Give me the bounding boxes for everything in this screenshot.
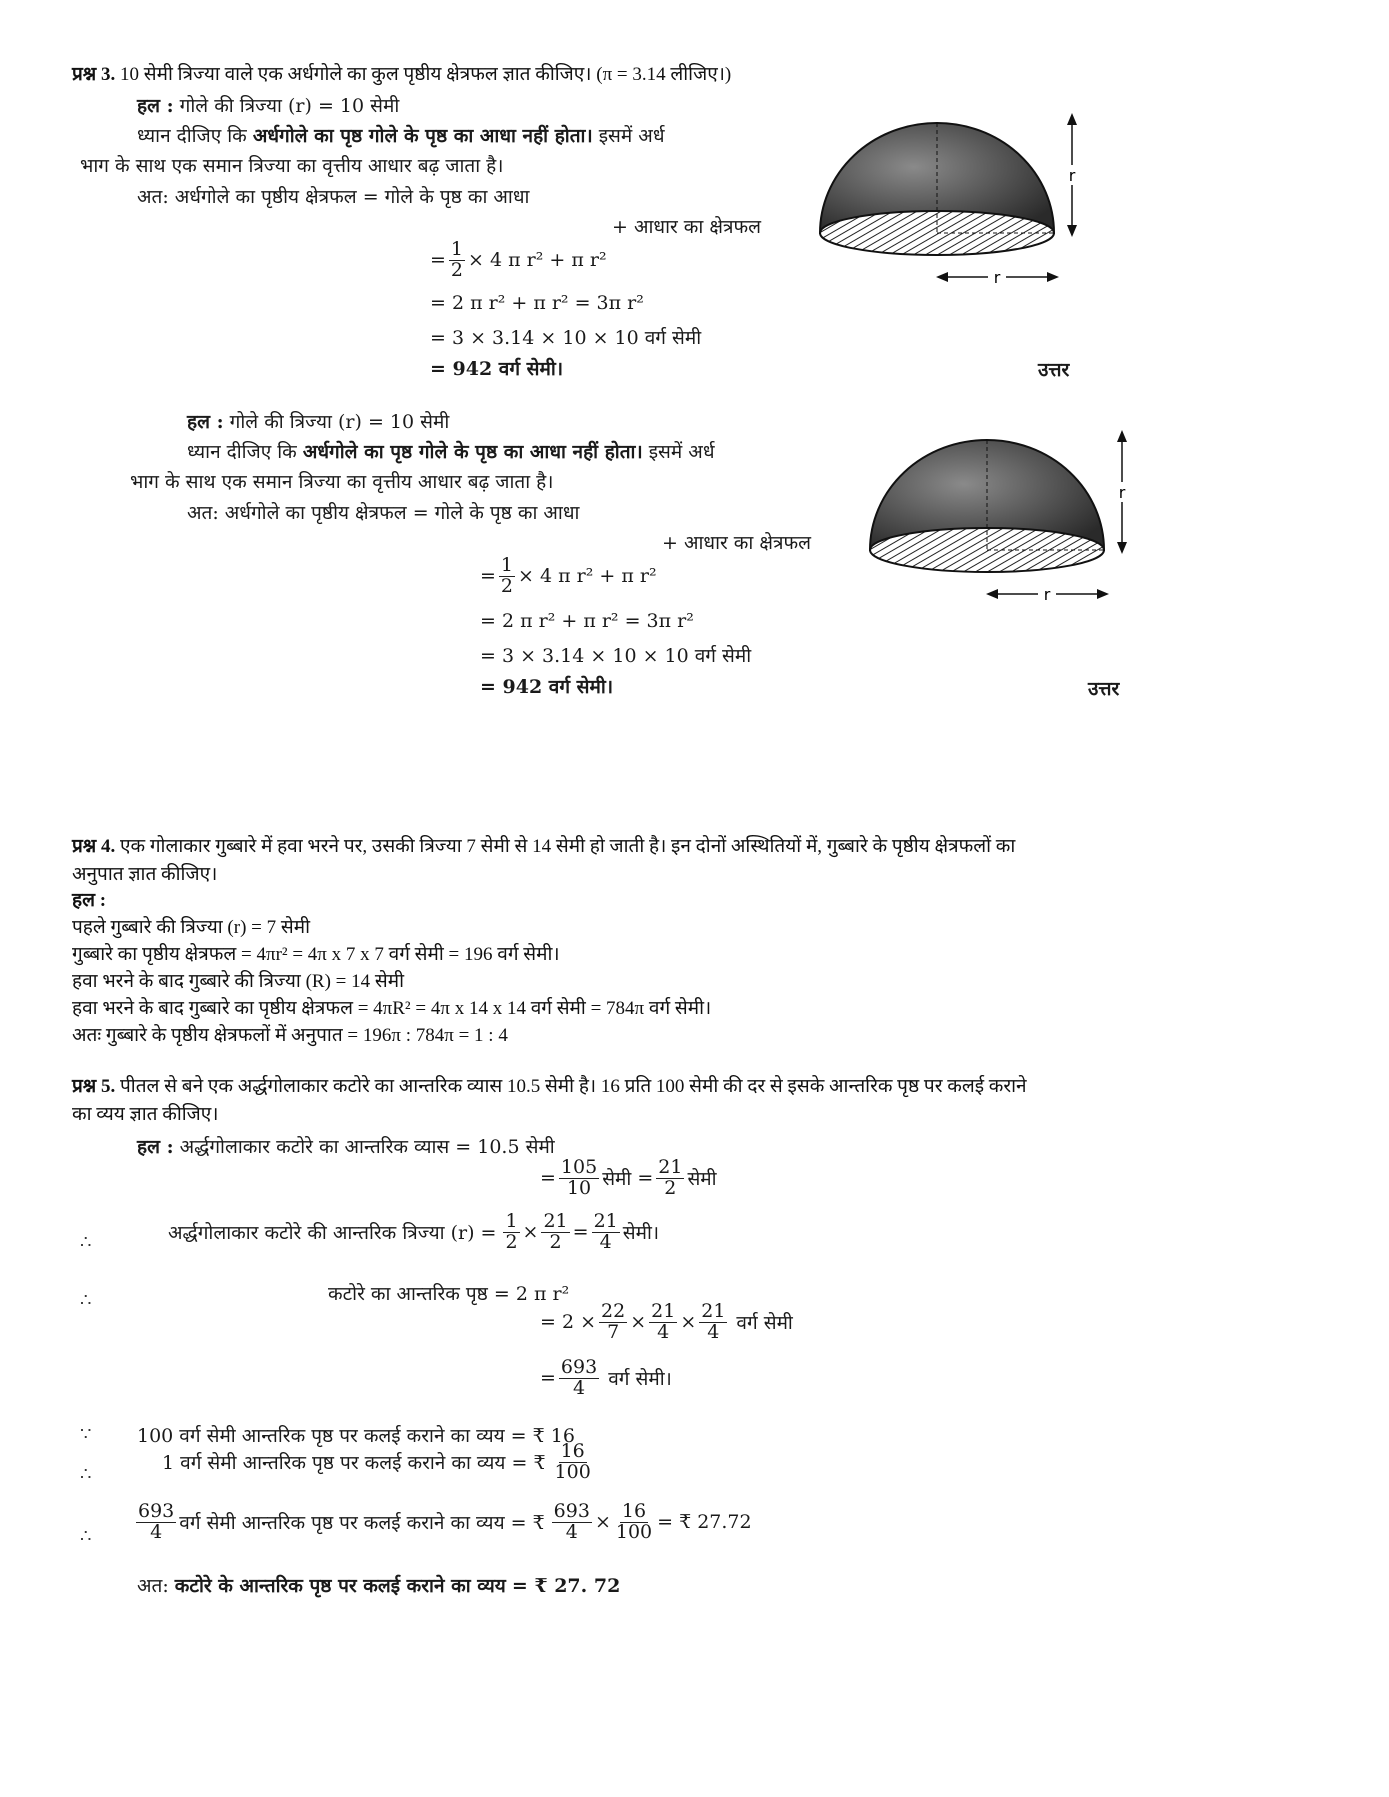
q3-question [72, 60, 731, 86]
result: = 942 वर्ग सेमी। [430, 358, 564, 380]
note-line [187, 438, 715, 464]
note-suffix: इसमें अर्ध [592, 125, 665, 147]
q4-hal-label: हल : [72, 890, 107, 911]
therefore-symbol: ∴ [80, 1232, 92, 1253]
because-symbol: ∵ [80, 1424, 92, 1445]
final-prefix: अत: [137, 1575, 169, 1597]
hal-label: हल : [137, 1136, 174, 1158]
height-label: r [1068, 166, 1076, 185]
q5-cost-line2: 1 वर्ग सेमी आन्तरिक पृष्ठ पर कलई कराने का व्यय = ₹ $\frac{16}{100}$ [162, 1440, 591, 1483]
q5-surface-calc: = 2 × $\frac{22}{7}$ × $\frac{21}{4}$ × $\frac{21}{4}$ वर्ग सेमी [540, 1300, 793, 1343]
q3-text: 10 सेमी त्रिज्या वाले एक अर्धगोले का कुल पृष्ठीय क्षेत्रफल ज्ञात कीजिए। (π = 3.14 लीजिए।) [120, 64, 732, 85]
q5-text-line1: पीतल से बने एक अर्द्धगोलाकार कटोरे का आन्तरिक व्यास 10.5 सेमी है। 16 प्रति 100 सेमी की दर से इसके आन्तरिक पृष्ठ पर कलई कराने [120, 1076, 1027, 1097]
answer-label: उत्तर [1038, 359, 1070, 381]
note-line-2: भाग के साथ एक समान त्रिज्या का वृत्तीय आधार बढ़ जाता है। [130, 471, 554, 493]
step-3: = 3 × 3.14 × 10 × 10 वर्ग सेमी [430, 327, 702, 349]
radius-line [187, 408, 449, 434]
q5-cost-line3: $\frac{693}{4}$ वर्ग सेमी आन्तरिक पृष्ठ पर कलई कराने का व्यय = ₹ $\frac{693}{4}$ × $\frac{16}{100}$ = ₹ 27.72 [138, 1500, 752, 1543]
note-prefix: ध्यान दीजिए कि [187, 441, 303, 463]
note-suffix: इसमें अर्ध [642, 441, 715, 463]
answer-label: उत्तर [1088, 678, 1120, 700]
q5-diameter-line [137, 1133, 555, 1159]
area-line: अत: अर्धगोले का पृष्ठीय क्षेत्रफल = गोले के पृष्ठ का आधा [137, 186, 530, 208]
q4-line-5: अतः गुब्बारे के पृष्ठीय क्षेत्रफलों में अनुपात = 196π : 784π = 1 : 4 [72, 1025, 508, 1046]
arrow-down-icon [1117, 542, 1127, 554]
hemisphere-figure [850, 422, 1140, 622]
q4-label: प्रश्न 4. [72, 836, 116, 857]
fraction-half: $\frac{1}{2}$ [450, 238, 464, 281]
step-3: = 3 × 3.14 × 10 × 10 वर्ग सेमी [480, 645, 752, 667]
q5-label: प्रश्न 5. [72, 1076, 116, 1097]
arrow-up-icon [1067, 113, 1077, 125]
final-value: = ₹ 27. 72 [511, 1575, 621, 1597]
hal-label: हल : [137, 95, 174, 117]
q5-diameter-fraction: = $\frac{105}{10}$ सेमी = $\frac{21}{2}$ सेमी [540, 1156, 717, 1199]
hemisphere-figure [800, 105, 1090, 305]
step-1: = $\frac{1}{2}$ × 4 π r² + π r² [480, 554, 657, 597]
q4-line-3: हवा भरने के बाद गुब्बारे की त्रिज्या (R) = 14 सेमी [72, 971, 405, 992]
q4-question [72, 832, 1015, 858]
height-label: r [1118, 483, 1126, 502]
q5-final-answer [137, 1572, 620, 1598]
area-line-2: + आधार का क्षेत्रफल [662, 532, 811, 554]
therefore-symbol: ∴ [80, 1290, 92, 1311]
q5-cost-line1: 100 वर्ग सेमी आन्तरिक पृष्ठ पर कलई कराने का व्यय = ₹ 16 [137, 1425, 575, 1447]
arrow-down-icon [1067, 225, 1077, 237]
q3-label: प्रश्न 3. [72, 64, 116, 85]
area-line: अत: अर्धगोले का पृष्ठीय क्षेत्रफल = गोले के पृष्ठ का आधा [187, 502, 580, 524]
step-1: = $\frac{1}{2}$ × 4 π r² + π r² [430, 238, 607, 281]
q5-surface-line: कटोरे का आन्तरिक पृष्ठ = 2 π r² [328, 1283, 570, 1305]
base-label: r [993, 268, 1001, 287]
q4-line-2: गुब्बारे का पृष्ठीय क्षेत्रफल = 4πr² = 4π x 7 x 7 वर्ग सेमी = 196 वर्ग सेमी। [72, 944, 560, 965]
therefore-symbol: ∴ [80, 1464, 92, 1485]
step1-rest: × 4 π r² + π r² [468, 249, 607, 272]
final-bold: कटोरे के आन्तरिक पृष्ठ पर कलई कराने का व्यय [174, 1575, 506, 1597]
q4-text-line1: एक गोलाकार गुब्बारे में हवा भरने पर, उसकी त्रिज्या 7 सेमी से 14 सेमी हो जाती है। इन दोनों अस्थितियों में, गुब्बारे के पृष्ठीय क्षेत्रफलों का [120, 836, 1016, 857]
arrow-left-icon [986, 589, 998, 599]
base-label: r [1043, 585, 1051, 604]
step-2: = 2 π r² + π r² = 3π r² [430, 292, 644, 314]
arrow-right-icon [1097, 589, 1109, 599]
radius-text: गोले की त्रिज्या (r) = 10 सेमी [229, 411, 450, 433]
q5-text-line2: का व्यय ज्ञात कीजिए। [72, 1104, 219, 1125]
q5-surface-result: = $\frac{693}{4}$ वर्ग सेमी। [540, 1356, 672, 1399]
therefore-symbol: ∴ [80, 1526, 92, 1547]
note-bold: अर्धगोले का पृष्ठ गोले के पृष्ठ का आधा नहीं होता। [302, 441, 643, 463]
radius-text: गोले की त्रिज्या (r) = 10 सेमी [179, 95, 400, 117]
result: = 942 वर्ग सेमी। [480, 676, 614, 698]
q4-line-1: पहले गुब्बारे की त्रिज्या (r) = 7 सेमी [72, 917, 310, 938]
note-line-2: भाग के साथ एक समान त्रिज्या का वृत्तीय आधार बढ़ जाता है। [80, 155, 504, 177]
arrow-up-icon [1117, 430, 1127, 442]
note-prefix: ध्यान दीजिए कि [137, 125, 253, 147]
q4-line-4: हवा भरने के बाद गुब्बारे का पृष्ठीय क्षेत्रफल = 4πR² = 4π x 14 x 14 वर्ग सेमी = 784π वर्ग सेमी। [72, 998, 712, 1019]
arrow-right-icon [1047, 272, 1059, 282]
note-line [137, 122, 665, 148]
hal-label: हल : [187, 411, 224, 433]
q5-radius-line: अर्द्धगोलाकार कटोरे की आन्तरिक त्रिज्या (r) = $\frac{1}{2}$ × $\frac{21}{2}$ = $\frac{21}{4}$ सेमी। [168, 1210, 660, 1253]
q4-text-line2: अनुपात ज्ञात कीजिए। [72, 864, 218, 885]
step-2: = 2 π r² + π r² = 3π r² [480, 610, 694, 632]
diameter-text: अर्द्धगोलाकार कटोरे का आन्तरिक व्यास = 10.5 सेमी [179, 1136, 555, 1158]
note-bold: अर्धगोले का पृष्ठ गोले के पृष्ठ का आधा नहीं होता। [252, 125, 593, 147]
step1-rest: × 4 π r² + π r² [518, 565, 657, 588]
fraction-half: $\frac{1}{2}$ [500, 554, 514, 597]
radius-line [137, 92, 399, 118]
q5-question [72, 1072, 1027, 1098]
arrow-left-icon [936, 272, 948, 282]
area-line-2: + आधार का क्षेत्रफल [612, 216, 761, 238]
